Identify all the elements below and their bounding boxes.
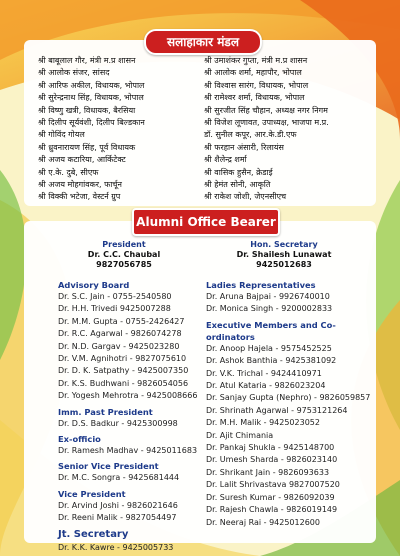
advisory-left-item: श्री विष्णु खत्री, विधायक, बैरसिया <box>38 105 136 115</box>
president-name: Dr. C.C. Chaubal <box>87 250 161 259</box>
ladies-title: Ladies Representatives <box>206 280 316 290</box>
advisory-right-item: श्री आलोक शर्मा, महापौर, भोपाल <box>204 68 302 78</box>
advisory-left-item: श्री बाबूलाल गौर, मंत्री म.प्र शासन <box>38 56 136 65</box>
advisory-left-item: श्री अजय मोहगांवकर, फार्चून <box>38 179 122 189</box>
secretary-title: Hon. Secretary <box>250 240 318 249</box>
member-row: Dr. Umesh Sharda - 9826023140 <box>206 455 338 465</box>
advisory-left-item: श्री गोविंद गोयल <box>38 130 85 140</box>
advisory-right-item: श्री रामेश्वर शर्मा, विधायक, भोपाल <box>204 93 305 103</box>
alumni-left-column <box>58 276 208 554</box>
member-row: Dr. Ashok Banthia - 9425381092 <box>206 356 337 366</box>
member-row: Dr. Shrikant Jain - 9826093633 <box>206 467 330 477</box>
member-row: Dr. K.K. Kawre - 9425005733 <box>58 542 174 552</box>
advisory-right-item: श्री हेमंत सोनी, आकृति <box>204 179 271 189</box>
member-row: Dr. Lalit Shrivastava 9827007520 <box>206 480 340 490</box>
member-row: Dr. V.M. Agnihotri - 9827075610 <box>58 354 187 364</box>
member-row: Dr. Arvind Joshi - 9826021646 <box>58 500 178 510</box>
member-row: Dr. Anoop Hajela - 9575452525 <box>206 343 332 353</box>
secretary-block <box>214 240 354 270</box>
member-row: Dr. M.H. Malik - 9425023052 <box>206 418 320 428</box>
secretary-phone: 9425012683 <box>256 260 312 269</box>
advisory-left-item: श्री विक्की भटेजा, वेस्टर्न ग्रुप <box>38 192 121 202</box>
executive-list <box>206 343 376 529</box>
advisory-left-item: श्री आरिफ अकील, विधायक, भोपाल <box>38 80 145 90</box>
member-row: Dr. N.D. Gargav - 9425023280 <box>58 341 180 351</box>
alumni-right-column <box>206 276 376 529</box>
member-row: Dr. Atul Kataria - 9826023204 <box>206 381 326 391</box>
advisory-right-item: डॉ. सुनील कपूर, आर.के.डी.एफ <box>204 130 297 140</box>
member-row: Dr. V.K. Trichal - 9424410971 <box>206 368 322 378</box>
advisory-list-right <box>204 55 329 204</box>
advisory-left-item: श्री ध्रुवनारायण सिंह, पूर्व विधायक <box>38 142 136 152</box>
advisory-left-item: श्री अजय कटारिया, आर्किटेक्ट <box>38 155 126 165</box>
member-row: Dr. D.S. Badkur - 9425300998 <box>58 418 178 428</box>
advisory-right-item: श्री राकेश जोशी, जेएनसीएच <box>204 192 287 202</box>
ex-officio-title: Ex-officio <box>58 434 101 445</box>
member-row: Dr. Reeni Malik - 9827054497 <box>58 513 177 523</box>
advisory-right-item: श्री वासिक हुसैन, क्रेडाई <box>204 167 273 177</box>
member-row: Dr. M.C. Songra - 9425681444 <box>58 473 180 483</box>
member-row: Dr. Ramesh Madhav - 9425011683 <box>58 446 198 456</box>
member-row: Dr. K.S. Budhwani - 9826054056 <box>58 378 189 388</box>
advisory-left-item: श्री ए.के. दुबे, सीएफ <box>38 167 99 177</box>
member-row: Dr. D. K. Satpathy - 9425007350 <box>58 366 189 376</box>
member-row: Dr. Rajesh Chawla - 9826019149 <box>206 505 338 515</box>
member-row: Dr. Sanjay Gupta (Nephro) - 9826059857 <box>206 393 371 403</box>
advisory-left-item: श्री दिलीप सूर्यवंशी, दिलीप बिल्डकान <box>38 117 145 127</box>
president-phone: 9827056785 <box>96 260 152 269</box>
advisory-right-item: श्री फरहान अंसारी, रिलायंस <box>204 142 284 152</box>
advisory-right-item: श्री उमाशंकर गुप्ता, मंत्री म.प्र शासन <box>204 56 308 65</box>
imm-past-president-list <box>58 418 208 430</box>
advisory-right-item: श्री सुरजीत सिंह चौहान, अध्यक्ष नगर निगम <box>204 105 328 115</box>
advisory-left-item: श्री सुरेन्द्रनाथ सिंह, विधायक, भोपाल <box>38 93 144 103</box>
executive-title: Executive Members and Co-ordinators <box>206 319 336 342</box>
vice-president-title: Vice President <box>58 488 126 499</box>
member-row: Dr. Aruna Bajpai - 9926740010 <box>206 292 330 301</box>
ladies-list <box>206 291 376 316</box>
member-row: Dr. Monica Singh - 9200002833 <box>206 304 333 314</box>
advisory-right-item: श्री विजेश लूणावत, उपाध्यक्ष, भाजपा म.प्र. <box>204 117 329 127</box>
member-row: Dr. Suresh Kumar - 9826092039 <box>206 492 335 502</box>
member-row: Dr. Shrinath Agarwal - 9753121264 <box>206 405 348 415</box>
advisory-board-title: Advisory Board <box>58 280 130 290</box>
advisory-left-item: श्री आलोक संजर, सांसद <box>38 68 110 78</box>
senior-vp-list <box>58 472 208 484</box>
member-row: Dr. H.H. Trivedi 9425007288 <box>58 304 171 314</box>
jt-secretary-list <box>58 542 208 554</box>
imm-past-president-title: Imm. Past President <box>58 406 153 417</box>
member-row: Dr. Pankaj Shukla - 9425148700 <box>206 443 335 453</box>
member-row: Dr. R.C. Agarwal - 9826074278 <box>58 329 182 339</box>
vice-president-list <box>58 500 208 525</box>
advisory-list-left <box>38 55 145 204</box>
member-row: Dr. Yogesh Mehrotra - 9425008666 <box>58 391 198 401</box>
jt-secretary-title: Jt. Secretary <box>58 528 129 540</box>
advisory-header: सलाहाकार मंडल <box>144 29 262 55</box>
advisory-board-list <box>58 291 208 403</box>
president-title: President <box>102 240 146 249</box>
senior-vp-title: Senior Vice President <box>58 461 159 472</box>
member-row: Dr. Neeraj Rai - 9425012600 <box>206 517 320 527</box>
advisory-right-item: श्री शैलेन्द्र शर्मा <box>204 155 247 165</box>
alumni-header: Alumni Office Bearer <box>132 208 280 236</box>
secretary-name: Dr. Shailesh Lunawat <box>236 250 332 259</box>
member-row: Dr. M.M. Gupta - 0755-2426427 <box>58 316 185 326</box>
ex-officio-list <box>58 445 208 457</box>
advisory-right-item: श्री विश्वास सारंग, विधायक, भोपाल <box>204 80 309 90</box>
president-block <box>64 240 184 270</box>
member-row: Dr. S.C. Jain - 0755-2540580 <box>58 292 172 301</box>
member-row: Dr. Ajit Chimania <box>206 430 274 440</box>
